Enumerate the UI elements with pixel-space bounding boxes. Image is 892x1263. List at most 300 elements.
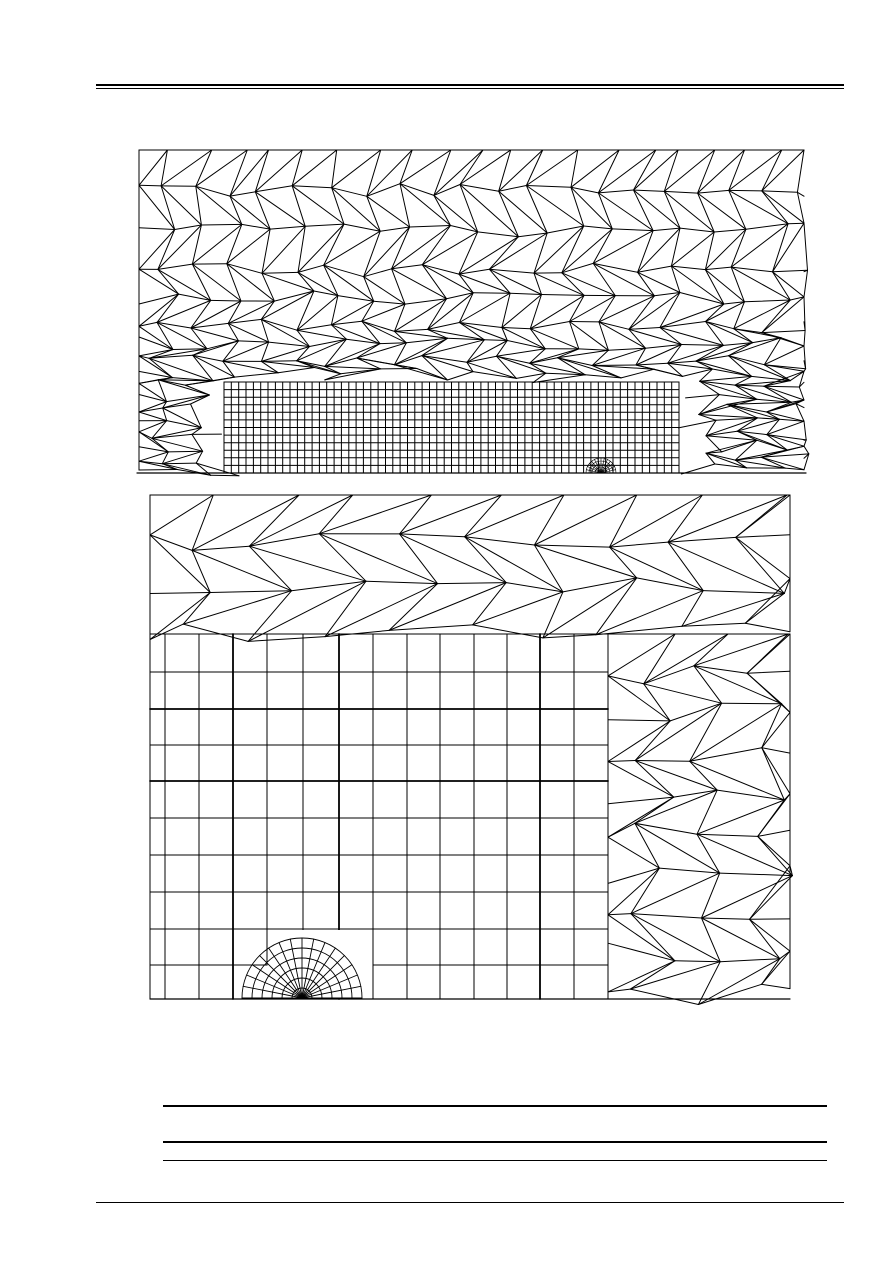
mesh-edge	[364, 269, 392, 277]
mesh-edge	[357, 358, 417, 369]
mesh-edge	[745, 593, 784, 623]
mesh-edge	[507, 341, 545, 349]
mesh-edge	[324, 265, 338, 295]
mesh-edge	[366, 581, 438, 583]
mesh-edge	[248, 581, 366, 641]
mesh-edge	[734, 329, 753, 343]
mesh-edge	[191, 301, 241, 328]
mesh-edge	[192, 434, 203, 451]
mesh-edge	[139, 230, 175, 270]
mesh-edge	[196, 150, 248, 186]
mesh-edge	[804, 361, 806, 369]
mesh-edge	[332, 188, 344, 224]
mesh-edge	[660, 328, 724, 346]
mesh-edge	[706, 418, 758, 436]
mesh-edge	[510, 293, 541, 294]
mesh-edge	[570, 322, 579, 349]
mesh-edge	[192, 495, 213, 550]
mesh-edge	[428, 299, 447, 330]
mesh-edge	[804, 454, 809, 470]
mesh-edge	[422, 232, 477, 265]
mesh-edge	[158, 380, 209, 395]
mesh-edge	[764, 386, 799, 387]
mesh-edge	[249, 546, 366, 581]
rosette-spoke	[260, 956, 302, 998]
mesh-edge	[804, 446, 809, 454]
mesh-edge	[422, 265, 473, 293]
mesh-edge	[608, 676, 670, 721]
mesh-edge	[750, 919, 791, 951]
mesh-edge	[417, 369, 448, 381]
mesh-edge	[139, 356, 149, 358]
mesh-edge	[434, 195, 478, 232]
mesh-edge	[668, 542, 703, 591]
mesh-edge	[297, 347, 310, 361]
mesh-edge	[804, 440, 806, 446]
mesh-edge	[157, 300, 211, 322]
mesh-edge	[502, 328, 545, 349]
mesh-edge	[753, 338, 781, 343]
mesh-edge	[804, 322, 805, 331]
mesh-edge	[762, 191, 804, 223]
mesh-edge	[762, 191, 798, 192]
mesh-edge	[797, 192, 804, 196]
mesh-edge	[547, 226, 584, 233]
mesh-edge	[139, 395, 167, 402]
mesh-edge	[608, 797, 674, 804]
mesh-edge	[465, 495, 502, 537]
mesh-edge	[269, 342, 310, 346]
mesh-edge	[706, 436, 757, 441]
mesh-edge	[579, 349, 609, 350]
mesh-edge	[668, 363, 683, 376]
mesh-edge	[192, 264, 241, 301]
mesh-edge	[242, 224, 270, 229]
mesh-edge	[737, 431, 787, 450]
mesh-edge	[292, 186, 332, 188]
mesh-edge	[608, 720, 670, 721]
mesh-edge	[761, 457, 785, 468]
mesh-edge	[736, 495, 787, 537]
mesh-edge	[389, 625, 473, 631]
mesh-edge	[497, 356, 517, 378]
mesh-edge	[570, 296, 616, 322]
mesh-edge	[392, 226, 451, 269]
mesh-edge	[698, 150, 715, 193]
mesh-edge	[543, 592, 563, 638]
mesh-edge	[168, 451, 202, 452]
mesh-edge	[598, 193, 612, 229]
structured-quad-mesh	[150, 634, 608, 999]
mesh-edge	[634, 190, 681, 228]
mesh-edge	[139, 337, 173, 350]
mesh-edge	[714, 229, 746, 232]
mesh-edge	[680, 293, 724, 305]
mesh-edge	[533, 373, 546, 382]
mesh-edge	[734, 300, 791, 329]
mesh-edge	[139, 350, 173, 356]
mesh-edge	[735, 460, 785, 468]
mesh-edge	[162, 464, 210, 476]
mesh-edge	[635, 823, 720, 873]
mesh-edge	[570, 322, 609, 351]
mesh-edge	[654, 369, 682, 376]
mesh-edge	[636, 365, 683, 376]
crack-tip-rosette	[242, 938, 362, 998]
mesh-edge	[758, 836, 790, 865]
mesh-edge	[767, 435, 787, 450]
mesh-edge	[177, 470, 211, 476]
mesh-edge	[634, 190, 654, 231]
mesh-edge	[543, 635, 596, 638]
mesh-edge	[773, 224, 789, 272]
mesh-edge	[697, 800, 784, 834]
mesh-edge	[325, 358, 357, 366]
mesh-edge	[325, 366, 381, 369]
mesh-edge	[593, 263, 637, 272]
mesh-edge	[698, 150, 745, 193]
mesh-edge	[706, 322, 753, 343]
mesh-edge	[705, 267, 731, 270]
rosette-spoke	[601, 470, 616, 473]
mesh-edge	[357, 358, 395, 365]
mesh-edge	[694, 634, 788, 666]
mesh-edge	[682, 591, 703, 627]
rosette-ring	[598, 470, 604, 473]
mesh-edge	[506, 583, 563, 592]
mesh-edge	[664, 191, 697, 193]
mesh-edge	[630, 962, 720, 989]
mesh-edge	[668, 345, 682, 364]
mesh-edge	[459, 323, 507, 341]
mesh-edge	[191, 328, 239, 341]
mesh-edge	[227, 229, 270, 264]
mesh-edge	[761, 446, 804, 457]
mesh-edge	[380, 343, 406, 344]
mesh-edge	[400, 184, 434, 196]
mesh-edge	[478, 232, 519, 237]
mesh-edge	[782, 704, 790, 713]
mesh-edge	[530, 363, 546, 373]
mesh-edge	[713, 369, 752, 376]
mesh-edge	[175, 225, 202, 230]
mesh-edge	[804, 270, 808, 297]
mesh-edge	[158, 269, 211, 300]
mesh-edge	[362, 321, 407, 343]
mesh-edge	[325, 630, 389, 636]
mesh-edge	[459, 293, 510, 322]
mesh-edge	[671, 228, 680, 266]
mesh-edge	[395, 331, 448, 338]
triangular-outer-mesh	[150, 495, 792, 1005]
mesh-edge	[764, 371, 804, 386]
mesh-edge	[324, 265, 364, 277]
mesh-edge	[752, 376, 791, 380]
mesh-edge	[158, 380, 185, 385]
mesh-edge	[162, 451, 202, 464]
mesh-edge	[158, 380, 166, 402]
mesh-edge	[210, 591, 291, 593]
mesh-edge	[668, 345, 724, 363]
mesh-edge	[526, 150, 542, 186]
mesh-edge	[722, 440, 757, 452]
mesh-edge	[196, 150, 212, 186]
mesh-edge	[598, 193, 653, 231]
mesh-edge	[562, 226, 584, 273]
mesh-edge	[139, 380, 158, 384]
mesh-edge	[518, 233, 547, 237]
mesh-edge	[227, 264, 241, 301]
mesh-edge	[262, 273, 314, 291]
mesh-edge	[534, 273, 584, 295]
mesh-edge	[764, 381, 790, 387]
mesh-edge	[638, 228, 680, 272]
mesh-edge	[694, 666, 747, 673]
mesh-edge	[183, 593, 210, 625]
mesh-edge	[331, 296, 338, 325]
mesh-edge	[400, 150, 451, 184]
mesh-edge	[196, 451, 202, 463]
mesh-edge	[158, 269, 179, 294]
mesh-edge	[660, 293, 680, 328]
mesh-edge	[705, 232, 714, 270]
mesh-edge	[230, 192, 255, 196]
mesh-edge	[668, 537, 736, 542]
mesh-edge	[357, 358, 381, 369]
mesh-edge	[150, 495, 213, 535]
mesh-edge	[635, 823, 660, 868]
mesh-edge	[497, 341, 508, 357]
mesh-edge	[599, 296, 655, 322]
mesh-edge	[722, 703, 782, 704]
mesh-edge	[731, 229, 746, 267]
mesh-edge	[162, 464, 177, 470]
header-rule-thick	[96, 84, 844, 86]
mesh-edge	[298, 224, 344, 272]
mesh-edge	[762, 331, 805, 333]
mesh-edge	[727, 404, 767, 412]
mesh-edge	[367, 196, 380, 231]
mesh-edge	[139, 452, 168, 461]
mesh-edge	[467, 341, 507, 363]
mesh-edge	[700, 369, 713, 381]
mesh-edge	[270, 226, 305, 229]
mesh-edge	[139, 185, 175, 229]
mesh-edge	[671, 266, 680, 292]
mesh-edge	[737, 431, 757, 440]
mesh-edge	[697, 834, 758, 836]
mesh-edge	[729, 150, 782, 190]
mesh-edge	[799, 387, 804, 400]
mesh-edge	[644, 666, 694, 684]
mesh-edge	[735, 457, 761, 460]
mesh-edge	[773, 272, 805, 297]
mesh-edge	[149, 349, 207, 359]
mesh-edge	[428, 329, 448, 338]
mesh-edge	[680, 228, 714, 232]
mesh-edge	[675, 961, 720, 962]
mesh-edge	[400, 495, 432, 534]
mesh-edge	[324, 231, 381, 265]
mesh-edge	[562, 229, 613, 273]
mesh-edge	[346, 339, 380, 343]
mesh-edge	[634, 150, 656, 190]
mesh-edge	[255, 150, 302, 192]
mesh-edge	[608, 868, 659, 915]
mesh-edge	[139, 470, 177, 471]
mesh-edge	[747, 671, 790, 673]
table-top-rule	[163, 1105, 827, 1107]
mesh-edge	[729, 356, 752, 377]
mesh-edge	[173, 349, 207, 350]
mesh-edge	[784, 794, 790, 800]
mesh-edge	[467, 362, 473, 371]
mesh-edge	[700, 381, 720, 394]
mesh-edge	[227, 264, 262, 274]
mesh-edge	[228, 301, 241, 323]
mesh-edge	[139, 432, 152, 439]
mesh-edge	[734, 329, 762, 333]
mesh-edge	[737, 418, 757, 431]
mesh-edge	[762, 297, 804, 333]
mesh-edge	[631, 914, 675, 961]
mesh-edge	[558, 349, 579, 358]
mesh-edge	[646, 345, 682, 349]
mesh-edge	[533, 375, 585, 383]
mesh-edge	[422, 356, 473, 372]
mesh-edge	[196, 186, 242, 224]
mesh-edge	[702, 918, 721, 962]
mesh-edge	[767, 412, 780, 419]
mesh-edge	[223, 341, 239, 361]
mesh-edge	[192, 495, 299, 550]
mesh-edge	[526, 150, 577, 186]
mesh-edge	[804, 369, 806, 372]
mesh-edge	[319, 534, 437, 584]
mesh-edge	[724, 302, 745, 304]
mesh-edge	[191, 404, 202, 428]
mesh-edge	[434, 185, 460, 196]
mesh-edge	[459, 274, 473, 293]
mesh-edge	[610, 547, 637, 578]
pocket-edge	[339, 929, 373, 999]
mesh-edge	[310, 339, 347, 346]
mesh-edge	[325, 374, 341, 380]
mesh-edge	[571, 187, 612, 229]
mesh-edge	[499, 150, 511, 191]
mesh-edge	[460, 150, 511, 185]
mesh-edge	[196, 186, 202, 225]
mesh-edge	[297, 291, 314, 330]
mesh-edge	[292, 150, 337, 186]
mesh-edge	[764, 338, 781, 365]
mesh-edge	[422, 265, 446, 299]
mesh-edge	[729, 338, 781, 356]
mesh-edge	[422, 226, 450, 265]
mesh-edge	[394, 365, 447, 380]
mesh-edge	[727, 404, 758, 418]
rosette-spoke	[302, 986, 361, 998]
mesh-edge	[737, 431, 767, 434]
pocket-edge	[233, 929, 267, 965]
mesh-edge	[608, 914, 631, 915]
mesh-edge	[737, 419, 779, 431]
mesh-edge	[297, 330, 310, 346]
rosette-spoke	[243, 986, 302, 998]
mesh-edge	[698, 193, 715, 232]
mesh-edge	[715, 464, 747, 468]
mesh-edge	[698, 190, 729, 193]
mesh-edge	[499, 191, 519, 237]
mesh-edge	[608, 868, 659, 883]
mesh-edge	[631, 873, 720, 914]
mesh-edge	[230, 150, 269, 196]
mesh-edge	[644, 684, 671, 721]
mesh-edge	[705, 270, 744, 302]
mesh-edge	[161, 186, 175, 230]
mesh-edge	[729, 190, 746, 229]
mesh-edge	[193, 355, 213, 381]
mesh-edge	[758, 830, 790, 836]
mesh-edge	[192, 546, 249, 550]
mesh-edge	[400, 534, 438, 584]
mesh-edge	[406, 338, 447, 343]
mesh-edge	[702, 918, 750, 919]
mesh-edge	[185, 377, 234, 385]
mesh-edge	[459, 293, 473, 323]
mesh-edge	[467, 340, 484, 363]
mesh-edge	[697, 834, 792, 875]
mesh-edge	[767, 404, 797, 412]
mesh-edge	[727, 404, 779, 419]
mesh-edge	[473, 372, 516, 379]
mesh-edge	[698, 193, 746, 229]
mesh-edge	[191, 300, 211, 328]
mesh-edge	[139, 294, 179, 326]
mesh-edge	[344, 224, 380, 231]
mesh-edge	[636, 365, 654, 369]
mesh-edge	[790, 371, 804, 380]
mesh-edge	[201, 224, 241, 225]
mesh-edge	[152, 421, 167, 439]
mesh-edge	[149, 358, 172, 377]
mesh-edge	[158, 380, 213, 381]
mesh-edge	[395, 329, 428, 331]
mesh-edge	[292, 150, 302, 186]
mesh-edge	[716, 418, 758, 420]
mesh-edge	[261, 319, 268, 342]
mesh-edge	[534, 495, 564, 545]
mesh-edge	[664, 191, 714, 232]
mesh-edge	[761, 450, 787, 457]
mesh-edge	[152, 434, 192, 438]
mesh-edge	[608, 348, 645, 350]
mesh-edge	[489, 269, 510, 293]
rosette-ring	[592, 464, 610, 473]
mesh-edge	[660, 322, 706, 328]
mesh-edge	[635, 761, 690, 762]
rosette-spoke	[279, 943, 302, 998]
mesh-edge	[149, 358, 213, 381]
mesh-edge	[139, 461, 162, 464]
mesh-edge	[319, 495, 431, 534]
mesh-edge	[149, 350, 173, 359]
mesh-edge	[331, 301, 373, 325]
mesh-edge	[324, 224, 344, 265]
mesh-edge	[584, 226, 613, 229]
mesh-edge	[192, 225, 201, 264]
mesh-edge	[248, 637, 325, 642]
